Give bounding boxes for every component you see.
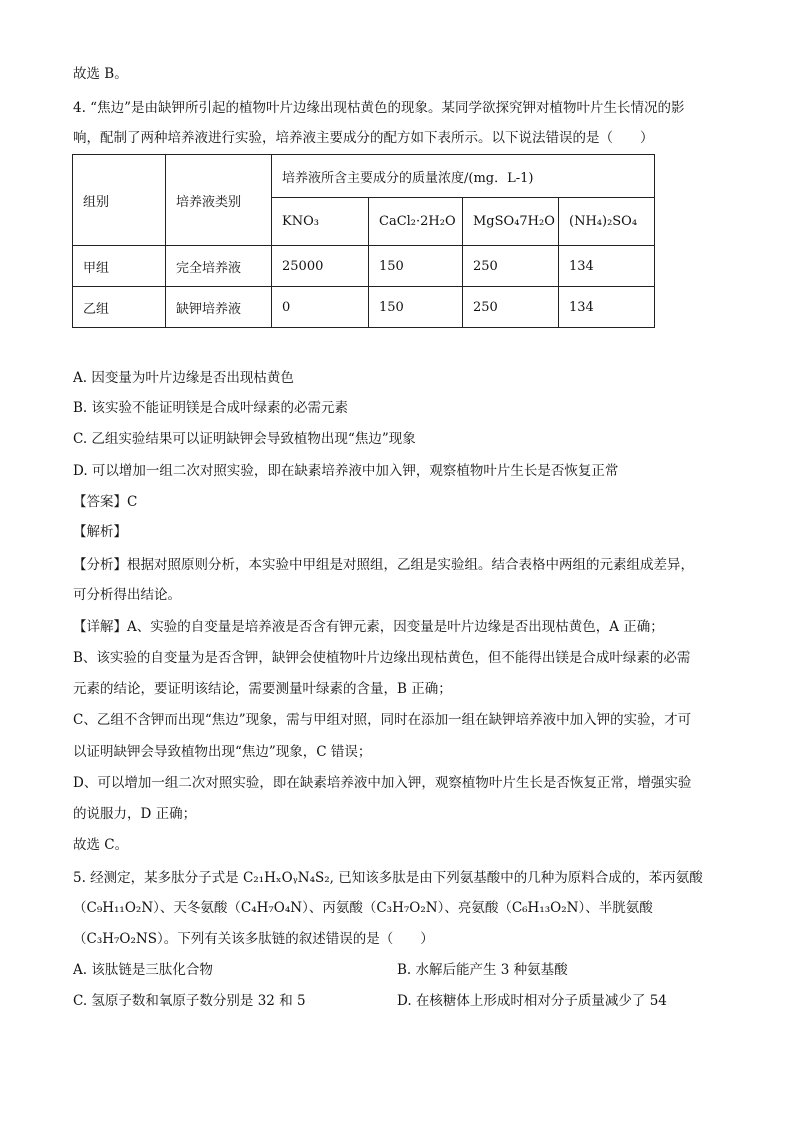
answer-label: 【答案】 bbox=[73, 494, 127, 510]
question-4-stem-line-1: 4. “焦边”是由缺钾所引起的植物叶片边缘出现枯黄色的现象。某同学欲探究钾对植物叶片生长情况的影 bbox=[73, 100, 685, 116]
row-value: 0 bbox=[272, 287, 369, 328]
previous-conclusion: 故选 B。 bbox=[73, 66, 128, 82]
row-value: 150 bbox=[369, 287, 463, 328]
analysis-line: D、可以增加一组二次对照实验，即在缺素培养液中加入钾，观察植物叶片生长是否恢复正常，增强实验 bbox=[73, 775, 692, 791]
table-row bbox=[73, 246, 655, 287]
q4-option-c: C. 乙组实验结果可以证明缺钾会导致植物出现“焦边”现象 bbox=[73, 431, 416, 447]
question-5-stem-line-3: （C₃H₇O₂NS）。下列有关该多肽链的叙述错误的是（ ） bbox=[73, 931, 434, 947]
concentration-header: 培养液所含主要成分的质量浓度/(mg．L-1) bbox=[272, 155, 655, 198]
analysis-line: 故选 C。 bbox=[73, 837, 129, 853]
row-type: 完全培养液 bbox=[166, 246, 272, 287]
q4-option-a: A. 因变量为叶片边缘是否出现枯黄色 bbox=[73, 370, 294, 386]
analysis-line: 以证明缺钾会导致植物出现“焦边”现象，C 错误； bbox=[73, 744, 372, 760]
row-value: 250 bbox=[463, 246, 559, 287]
analysis-line: 【分析】根据对照原则分析，本实验中甲组是对照组，乙组是实验组。结合表格中两组的元素组成差异， bbox=[73, 557, 694, 573]
component-kno3: KNO₃ bbox=[272, 198, 369, 246]
q5-option-c: C. 氢原子数和氧原子数分别是 32 和 5 bbox=[73, 993, 306, 1009]
component-nh4-2so4: (NH₄)₂SO₄ bbox=[559, 198, 655, 246]
group-header: 组别 bbox=[73, 155, 166, 246]
analysis-line: 元素的结论，要证明该结论，需要测量叶绿素的含量，B 正确； bbox=[73, 681, 452, 697]
question-4-stem-line-2: 响，配制了两种培养液进行实验，培养液主要成分的配方如下表所示。以下说法错误的是（ ） bbox=[73, 130, 654, 146]
answer-value: C bbox=[127, 494, 138, 510]
analysis-line: 的说服力，D 正确； bbox=[73, 806, 197, 822]
q4-option-d: D. 可以增加一组二次对照实验，即在缺素培养液中加入钾，观察植物叶片生长是否恢复正常 bbox=[73, 463, 619, 479]
row-value: 150 bbox=[369, 246, 463, 287]
answer-line bbox=[73, 492, 137, 512]
q5-option-b: B. 水解后能产生 3 种氨基酸 bbox=[397, 962, 568, 978]
row-type: 缺钾培养液 bbox=[166, 287, 272, 328]
component-cacl2: CaCl₂·2H₂O bbox=[369, 198, 463, 246]
table-header-row bbox=[73, 155, 655, 198]
analysis-line: 【详解】A、实验的自变量是培养液是否含有钾元素，因变量是叶片边缘是否出现枯黄色，A 正确； bbox=[73, 619, 664, 635]
nutrient-solution-table bbox=[72, 154, 655, 328]
row-value: 250 bbox=[463, 287, 559, 328]
row-value: 25000 bbox=[272, 246, 369, 287]
analysis-line: C、乙组不含钾而出现“焦边”现象，需与甲组对照，同时在添加一组在缺钾培养液中加入钾的实验，才可 bbox=[73, 712, 692, 728]
analysis-line: B、该实验的自变量为是否含钾，缺钾会使植物叶片边缘出现枯黄色，但不能得出镁是合成叶绿素的必需 bbox=[73, 650, 691, 666]
row-group: 甲组 bbox=[73, 246, 166, 287]
question-5-stem-line-2: （C₉H₁₁O₂N）、天冬氨酸（C₄H₇O₄N）、丙氨酸（C₃H₇O₂N）、亮氨酸（C₆H₁₃O₂N）、半胱氨酸 bbox=[73, 900, 653, 916]
question-5-stem-line-1: 5. 经测定，某多肽分子式是 C₂₁HₓOᵧN₄S₂, 已知该多肽是由下列氨基酸中的几种为原料合成的，苯丙氨酸 bbox=[73, 870, 703, 886]
row-group: 乙组 bbox=[73, 287, 166, 328]
analysis-line: 可分析得出结论。 bbox=[73, 587, 181, 603]
analysis-label: 【解析】 bbox=[73, 524, 127, 540]
solution-type-header: 培养液类别 bbox=[166, 155, 272, 246]
q5-option-d: D. 在核糖体上形成时相对分子质量减少了 54 bbox=[397, 993, 667, 1009]
q5-option-a: A. 该肽链是三肽化合物 bbox=[73, 962, 213, 978]
q4-option-b: B. 该实验不能证明镁是合成叶绿素的必需元素 bbox=[73, 400, 349, 416]
table-row bbox=[73, 287, 655, 328]
row-value: 134 bbox=[559, 287, 655, 328]
row-value: 134 bbox=[559, 246, 655, 287]
component-mgso4: MgSO₄7H₂O bbox=[463, 198, 559, 246]
